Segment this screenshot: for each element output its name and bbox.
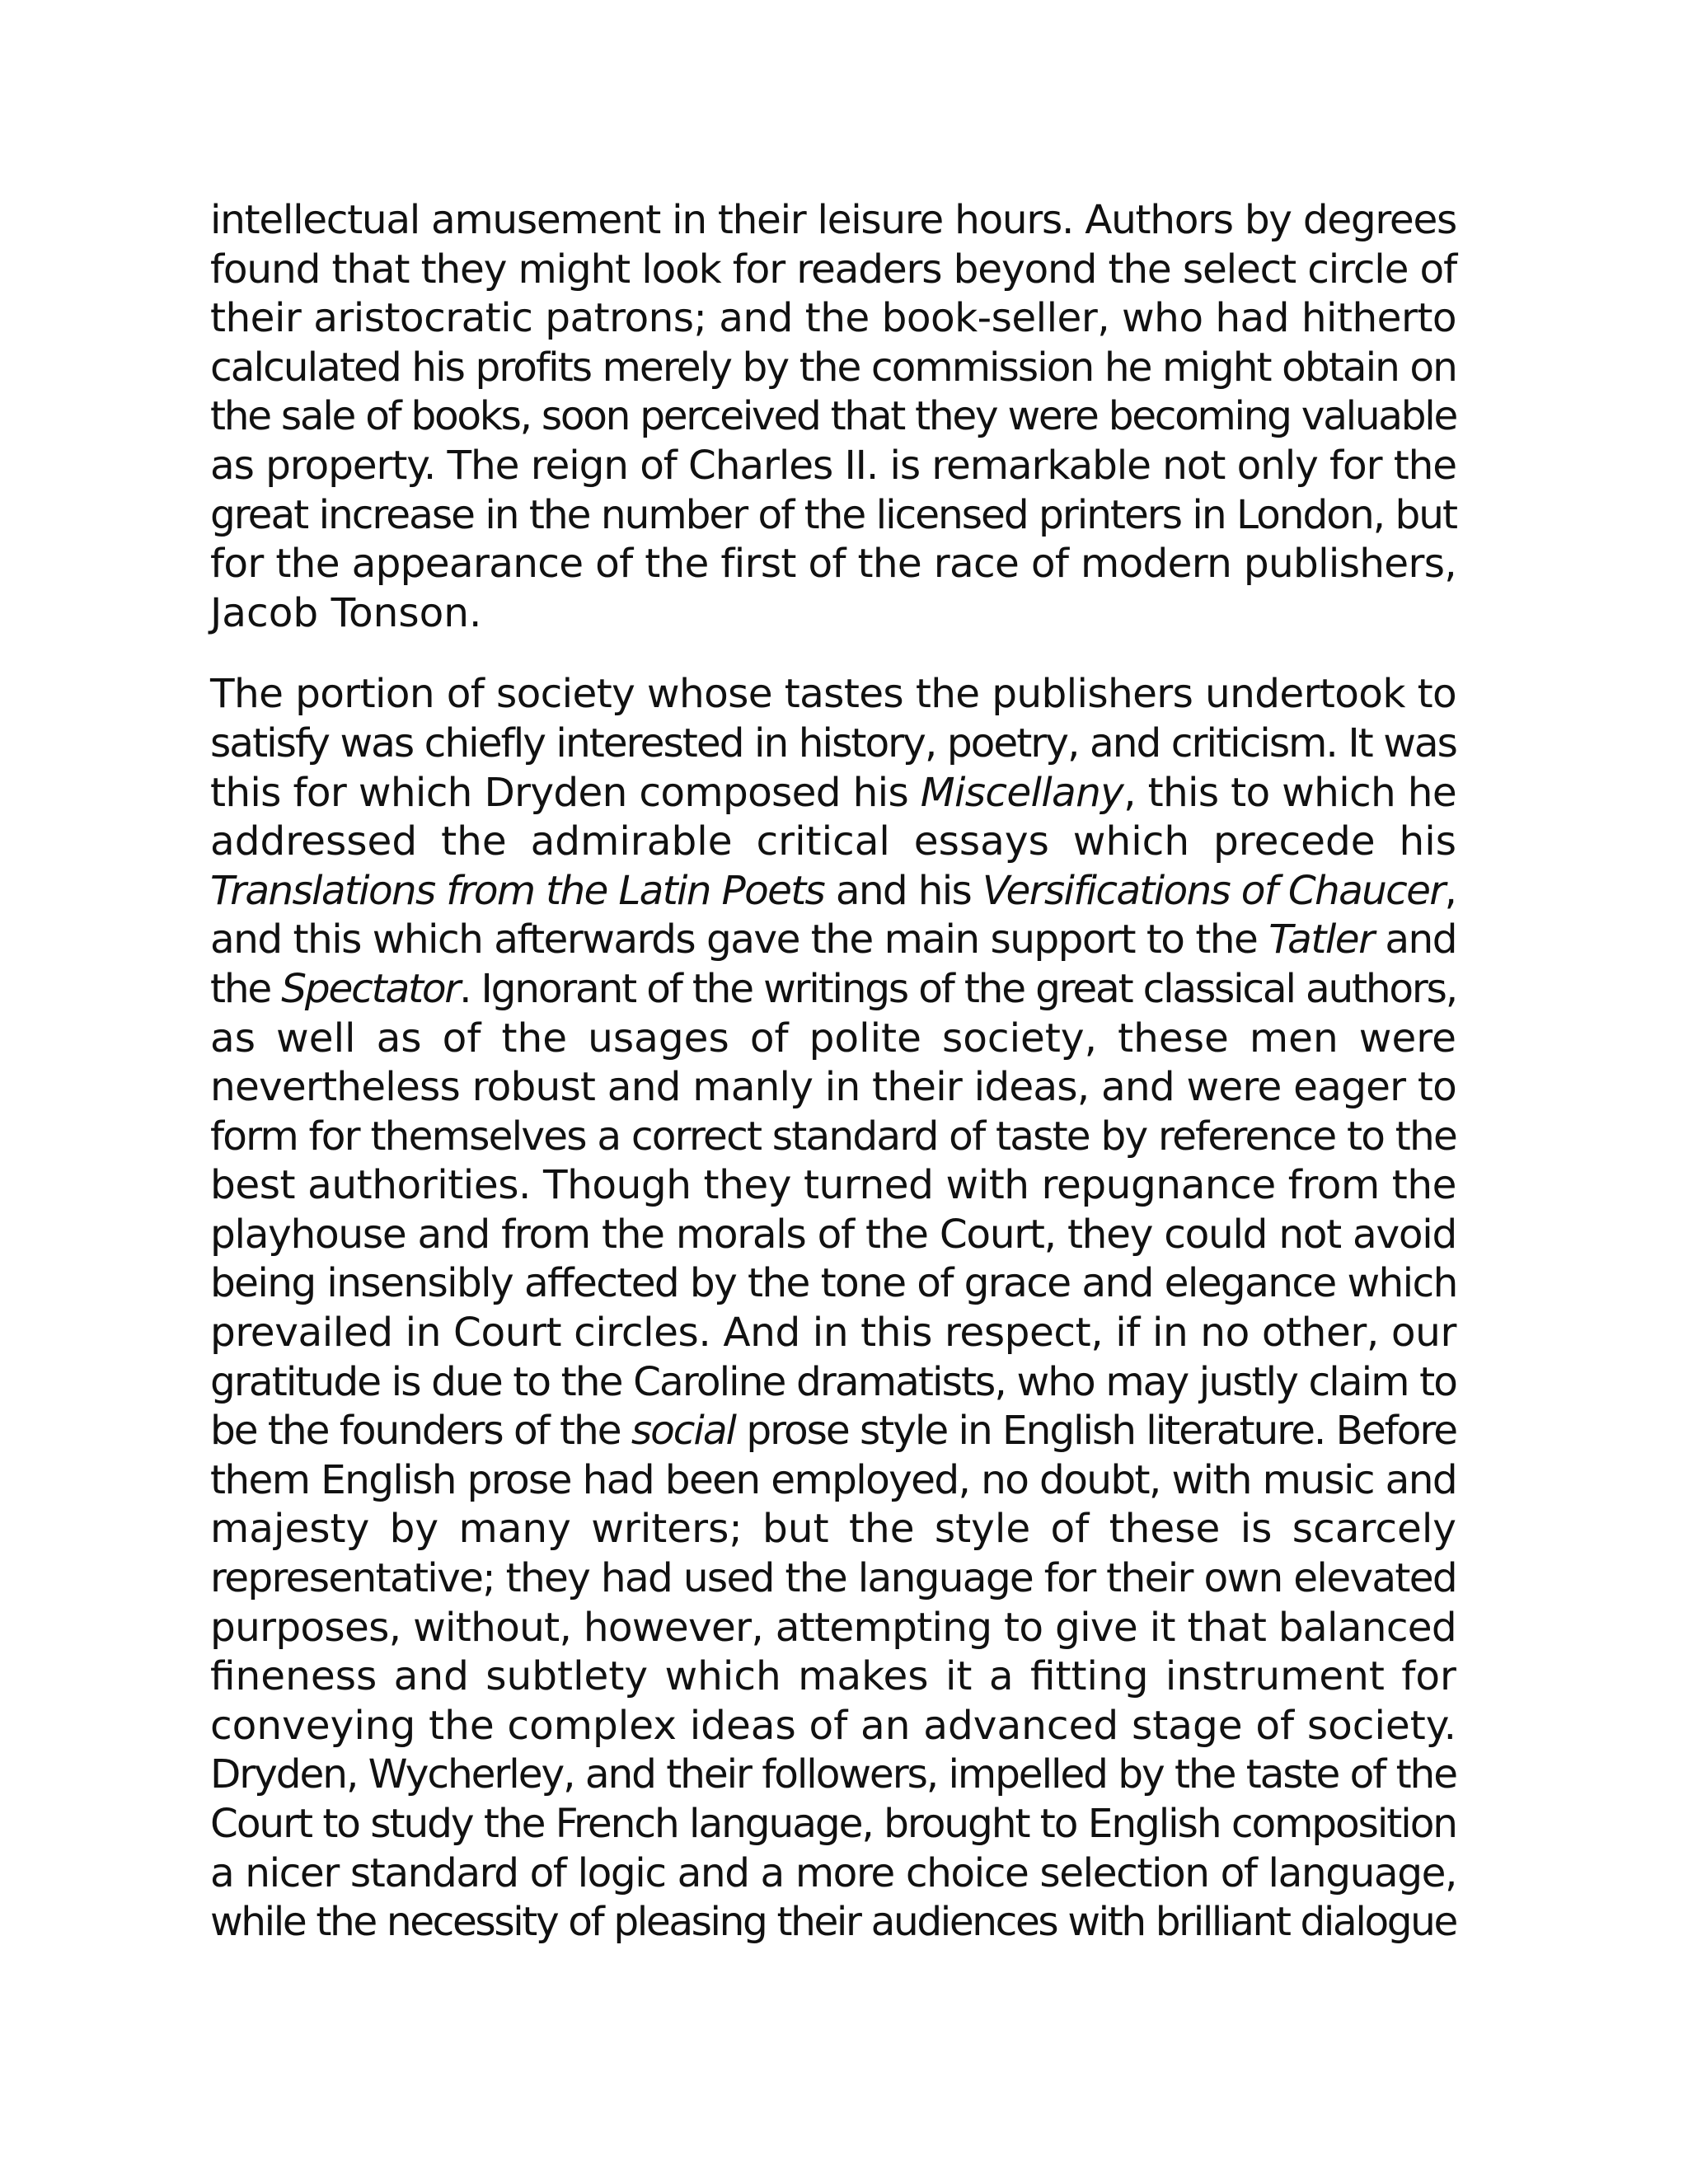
text-line	[210, 1358, 1456, 1408]
paragraph	[210, 196, 1456, 638]
text-line	[210, 1505, 1456, 1554]
italic-title: Translations from the Latin Poets	[210, 867, 825, 914]
text-line	[210, 670, 1456, 719]
text-run: majesty by many writers; but the style of these is scarcely	[210, 1506, 1456, 1553]
text-run: intellectual amusement in their leisure hours. Authors by degrees	[210, 197, 1456, 243]
text-line	[210, 769, 1456, 818]
text-run: the	[210, 965, 282, 1012]
text-run: them English prose had been employed, no doubt, with music and	[210, 1456, 1456, 1503]
text-line	[210, 1211, 1456, 1260]
text-line	[210, 491, 1456, 541]
text-line	[210, 1259, 1456, 1309]
text-run: prose style in English literature. Before	[734, 1408, 1457, 1455]
italic-title: Versifications of Chaucer	[982, 867, 1445, 914]
text-run: best authorities. Though they turned with repugnance from the	[210, 1162, 1456, 1209]
text-run: for the appearance of the first of the race of modern publishers,	[210, 541, 1456, 588]
text-run: great increase in the number of the licensed printers in London, but	[210, 491, 1456, 538]
text-line	[210, 589, 1456, 639]
text-line	[210, 1800, 1456, 1849]
text-line	[210, 392, 1456, 442]
text-line	[210, 540, 1456, 589]
text-line	[210, 196, 1456, 246]
italic-title: Tatler	[1268, 916, 1374, 963]
page-body	[210, 196, 1456, 1947]
text-run: conveying the complex ideas of an advanced stage of society.	[210, 1702, 1456, 1749]
text-line	[210, 916, 1456, 965]
text-run: while the necessity of pleasing their audiences with brilliant dialogue	[210, 1899, 1456, 1946]
italic-title: Spectator	[281, 965, 460, 1012]
text-line	[210, 1456, 1456, 1506]
text-line	[210, 1604, 1456, 1653]
italic-title: Miscellany	[920, 769, 1124, 816]
text-run: as well as of the usages of polite society, these men were	[210, 1015, 1456, 1062]
text-line	[210, 1849, 1456, 1899]
text-line	[210, 1063, 1456, 1113]
text-run: being insensibly affected by the tone of grace and elegance which	[210, 1260, 1457, 1307]
text-line	[210, 294, 1456, 344]
text-run: calculated his profits merely by the commission he might obtain on	[210, 344, 1456, 391]
text-run: playhouse and from the morals of the Court, they could not avoid	[210, 1211, 1456, 1258]
text-run: and this which afterwards gave the main support to the	[210, 916, 1269, 963]
text-line	[210, 1652, 1456, 1702]
text-line	[210, 1702, 1456, 1751]
text-line	[210, 442, 1456, 491]
text-run: Dryden, Wycherley, and their followers, impelled by the taste of the	[210, 1751, 1456, 1798]
text-line	[210, 344, 1456, 393]
text-run: the sale of books, soon perceived that they were becoming valuable	[210, 393, 1456, 440]
italic-title: social	[631, 1408, 735, 1455]
text-run: form for themselves a correct standard of taste by reference to the	[210, 1113, 1456, 1160]
text-run: this for which Dryden composed his	[210, 769, 921, 816]
text-line	[210, 867, 1456, 916]
text-line	[210, 1113, 1456, 1162]
text-line	[210, 1407, 1456, 1456]
text-line	[210, 1554, 1456, 1604]
text-run: be the founders of the	[210, 1408, 631, 1455]
text-line	[210, 1309, 1456, 1358]
text-line	[210, 1161, 1456, 1211]
text-run: gratitude is due to the Caroline dramatists, who may justly claim to	[210, 1358, 1456, 1405]
text-line	[210, 1898, 1456, 1947]
text-run: and	[1373, 916, 1456, 963]
text-run: fineness and subtlety which makes it a fitting instrument for	[210, 1653, 1456, 1700]
paragraph	[210, 670, 1456, 1947]
text-run: Court to study the French language, brought to English composition	[210, 1801, 1456, 1847]
text-run: and his	[824, 867, 982, 914]
text-run: addressed the admirable critical essays which precede his	[210, 818, 1456, 865]
text-run: their aristocratic patrons; and the book-seller, who had hitherto	[210, 295, 1456, 342]
text-line	[210, 1750, 1456, 1800]
text-run: , this to which he	[1123, 769, 1456, 816]
text-run: prevailed in Court circles. And in this respect, if in no other, our	[210, 1310, 1456, 1357]
text-run: nevertheless robust and manly in their ideas, and were eager to	[210, 1064, 1456, 1111]
text-line	[210, 246, 1456, 295]
text-run: The portion of society whose tastes the publishers undertook to	[210, 671, 1456, 718]
text-line	[210, 1015, 1456, 1064]
text-run: Jacob Tonson.	[210, 589, 482, 636]
text-run: satisfy was chiefly interested in history, poetry, and criticism. It was	[210, 719, 1456, 766]
text-run: representative; they had used the language for their own elevated	[210, 1555, 1456, 1602]
text-line	[210, 719, 1456, 769]
text-run: . Ignorant of the writings of the great classical authors,	[459, 965, 1456, 1012]
text-run: ,	[1444, 867, 1456, 914]
text-run: found that they might look for readers beyond the select circle of	[210, 246, 1456, 293]
text-run: as property. The reign of Charles II. is remarkable not only for the	[210, 442, 1456, 489]
text-run: a nicer standard of logic and a more choice selection of language,	[210, 1849, 1456, 1896]
text-run: purposes, without, however, attempting to give it that balanced	[210, 1604, 1456, 1651]
text-line	[210, 818, 1456, 867]
text-line	[210, 965, 1456, 1015]
